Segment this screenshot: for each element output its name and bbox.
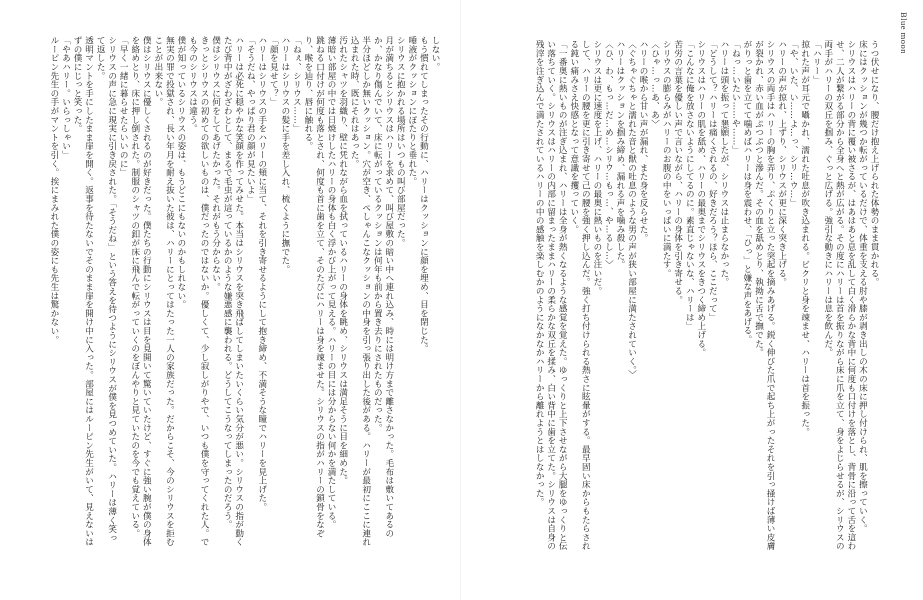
right-page <box>461 0 923 600</box>
left-page-body-text: しない。 もう慣れてしまったその行動に、ハリーはクッションに顔を埋め、目を閉じた。 唾液がクッションにぽたりと垂れた。 シリウスに抱かれる場所はいつもの叫び部屋だった。 月が満ちるとシリウスはハリーを求めて、叫び屋敷の暗い中へ連れ込み、時には明け方まで離さなかった。毛布は敷いてあるのか、かなり傷んでいて、床に転がっているクッションは何年も前から置き去りにされたものだった。 半分ほどしか無いクッション。穴が空き、ぺしゃんこなクッションの中身を引っ張り出した後がある。ハリーが最初にここに連れ込まれた時、既にそれはあった。 汚れたシャツを羽織り、壁に凭れながら血を拭っているハリーの身体を眺め、シリウスは満足そうに目を細めた。 薄暗い部屋の中では日焼けしたハリーの身体も白く浮かび上がって見える。ハリーの目には分からない何かを満たしている。 跳ねる口付けが何度も落とされ、何度も首に歯を立て、そのたびにハリーは身を竦ませた。シリウスの指がハリーの鎖骨をなぞり、喉を辿り、唇に触れる。 「ねぇ、シリウス……」 ハリーはシリウスの髪に手を差し入れ、梳くように撫でた。 「顔を見せて？」 ハリーはシリウスの手をハリーの頬に当て、それを引き寄せるようにして抱き締め、不満そうな瞳でハリーを見上げた。 「そうだね、やっぱり君の顔が見たいよ」 ハリーは必死に穏やかな笑顔を作ってみせた。本当はシリウスを突き飛ばしてしまいたいくらい気分が悪い。シリウスの指が動くたび背中がざわざわとして、まるで毛虫が這っているかのような嫌悪感に襲われる。どうしてこうなってしまったのだろう。 僕はシリウスに何をしてあげたかった。それがもう分からない。 きっとシリウスの初めての欲しいものは、僕だったのではないか。優しくて、少し寂しがりやで、いつも僕を守ってくれた人。でも今のシリウスは違う。 僕が知っているシリウスの姿は、もうどこにもないのかもしれない。 無実の罪で投獄され、長い年月を耐え抜いた彼は、ハリーにとってはたった一人の家族だった。だからこそ、今のシリウスを拒むことが出来ない。 僕はシリウスに優しくされるのが好きだった。僕たちの行動にシリウスは目を見開いて驚いていたけど、すぐに強い腕が僕の身体を絡めとり、床に押し倒された。制服のシャツの釦が床に飛んで転がっていくのをぼんやりと見ていたのを今でも覚えている。 「早く一緒に暮らせたらいいのに」 シリウスの声に急に現実に引き戻された。「そうだね」という答えを待つようにシリウスが僕を見つめていた。ハリーは薄く笑って返した。 透明マントを手にしたまま扉を開く。返事を待たないでそのまま扉を開け中に入った。部屋にはルーピン先生がいて、見えないはずの僕にじっと笑った。 「やあハリー。いらっしゃい」 ルーピン先生の手がマントを引く。挨にまみれた僕の姿にも先生は驚かない。 <box>48 36 440 547</box>
left-page <box>0 0 461 600</box>
running-title: Blue moon <box>899 12 909 55</box>
right-page-body-text: うつ伏せになり、腰だけ抱え上げられた体勢のまま貫かれる。 床にはクッションが幾つか転がっているだけで、体重を支える肘や膝が剥き出しの木の床に押し付けられ、肌を擦っていく。 シリウスはハリーの背に覆い被さるが、はあはあと息を乱して白く滑らかな背中に何度も口付けを落とし、背骨に沿って舌を這わせ、二人が繋がる部分から全身へと熱が広がる。その度にハリーは首を振りながら床に爪を立て、身をよじらせるが、シリウスの両手がハリーの双丘を掴み、ぐっと広げる。強引な動きにハリーは息を飲んだ。 「ハリー」 掠れた声が耳元で囁かれ、濡れた吐息が吹き込まれる。ビクリと身を竦ませ、ハリーは首を振った。 「や、いた、い……よ…っ、シリ…ウ…」 ハリーの声が掠れ、上ずり、シリウスが更に深く突き上げる。 シリウスの両手はハリーの胸を弄り、ぷくりと立った突起を摘みあげる。鋭く伸びた爪で起ち上がったそれを引っ掻けば薄い皮膚が裂かれ、赤い血がぷつぷつと滲んだ。その血を舐めとり、執拗に舌で撫でた。 がりっと歯を立てて噛めばハリーは身を震わせ、「ひっ」と嫌な声をあげる。 「ねっ…いたい……や……」 ハリーは頭を振って懇願したが、シリウスは止まらなかった。 「どうして？ハリーは痛くされるの、好きだろう？ほら、ここだって」 シリウスはハリーの肌を舐め、ハリーの最奥までシリウスをきつく締め上げる。 「こんなに俺を放さないようにしてるのに。素直じゃないな、ハリーは」 苦労の言葉を優しい声で言いながら、ハリーの身体を引き寄せる。 シリウスの膨らみがハリーのお腹の中をいっぱいに満たす。 〈ひゃ…っ…あ、あ〉 ハリーの喉から甘い声が漏れ、また身を反らせた。 〈ぐちゃぐちゃと濡れた音と獣の吐息のような男の声が狭い部屋に満たされていく。〉 ハリーはクッションを掴み締め、漏れる声を噛み殺した。 〈ひ、わ、もっ…だ…め…シリウ…もっ…、や…るし…〉 シリウスは更に速度を上げ、ハリーの最奥に熱いものを注いだ。 して、ハリーの腰を更に引き寄せて己の腰を強く押し込んだ。強く打ち付けられる熱さに眩暈がする。最早固い床からもたらされる鈍い痛みさえ快感となって意識を攫っていく。 「一番奥に熱いものが注ぎ込まれ、ハリーは全身が熱くなるような感覚を覚えた。ゆっくりと上下させながら大腿をゆっくりと伝い落ちていく。シリウスはハリーの内部に留まったままハリーの柔らかな双丘を揉み、白い背中に歯を立てた。シリウスは自身の残滓を注ぎ込んで満たされているハリーの中の感触を楽しむかのようになかなかハリーから離れようとはしなかった。 <box>534 40 879 551</box>
